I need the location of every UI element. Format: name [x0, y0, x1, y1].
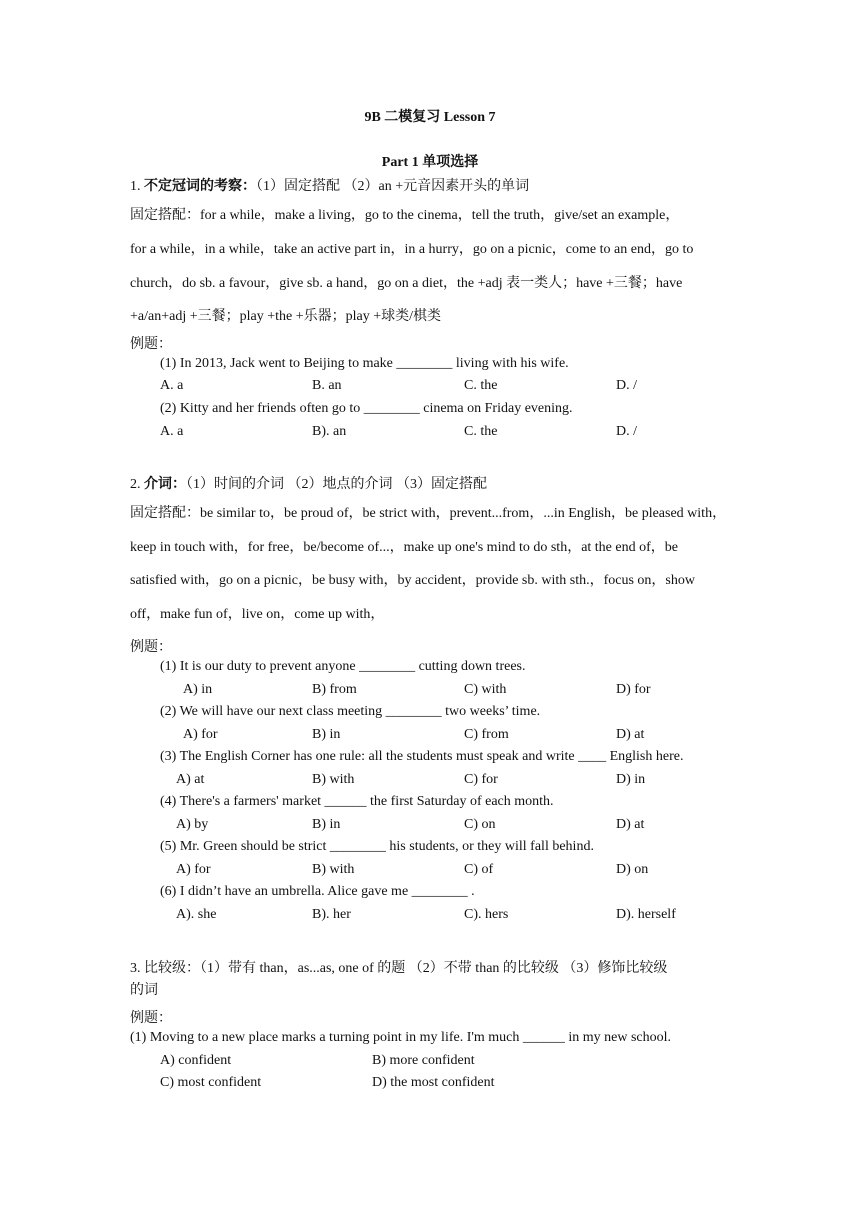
section-2-desc: （1）时间的介词 （2）地点的介词 （3）固定搭配	[186, 477, 487, 492]
option-b: B) with	[312, 772, 355, 787]
option-a: A) confident	[160, 1053, 232, 1068]
section-2-line: 固定搭配：be similar to，be proud of，be strict with，prevent...from，...in English，be pleased with，	[130, 506, 727, 521]
option-b: B) from	[312, 682, 357, 697]
section-2-heading	[130, 473, 487, 493]
example-label: 例题：	[130, 1011, 172, 1026]
question-stem: (1) It is our duty to prevent anyone ________ cutting down trees.	[160, 659, 526, 674]
page-title: 9B 二模复习 Lesson 7	[364, 110, 496, 125]
question-stem: (3) The English Corner has one rule: all the students must speak and write ____ English here.	[160, 749, 684, 764]
option-d: D) on	[616, 862, 649, 877]
option-d: D) at	[616, 727, 645, 742]
option-b: B) in	[312, 727, 341, 742]
option-d: D) for	[616, 682, 651, 697]
option-a: A). she	[176, 907, 217, 922]
question-stem: (1) Moving to a new place marks a turning point in my life. I'm much ______ in my new school.	[130, 1030, 672, 1045]
option-d: D). herself	[616, 907, 676, 922]
option-b: B). an	[312, 424, 347, 439]
option-a: A. a	[160, 424, 184, 439]
option-b: B) in	[312, 817, 341, 832]
section-1-line: 固定搭配：for a while，make a living，go to the cinema，tell the truth，give/set an example，	[130, 208, 680, 223]
option-c: C) of	[464, 862, 494, 877]
option-a: A) in	[183, 682, 213, 697]
option-c: C. the	[464, 378, 498, 393]
option-c: C) on	[464, 817, 496, 832]
option-a: A) for	[183, 727, 218, 742]
section-1-topic: 不定冠词的考察：	[144, 179, 256, 194]
section-1-line: for a while，in a while，take an active part in，in a hurry，go on a picnic，come to an end，go to	[130, 242, 694, 257]
option-d: D) the most confident	[372, 1075, 495, 1090]
option-d: D) at	[616, 817, 645, 832]
section-1-line: church，do sb. a favour，give sb. a hand，go on a diet，the +adj 表一类人；have +三餐；have	[130, 276, 683, 291]
section-2-topic: 介词：	[144, 477, 186, 492]
example-label: 例题：	[130, 640, 172, 655]
option-b: B. an	[312, 378, 342, 393]
question-stem: (1) In 2013, Jack went to Beijing to make ________ living with his wife.	[160, 356, 569, 371]
question-stem: (6) I didn’t have an umbrella. Alice gave me ________ .	[160, 884, 475, 899]
section-3-heading: 3. 比较级：（1）带有 than，as...as, one of 的题 （2）不带 than 的比较级 （3）修饰比较级	[130, 961, 668, 976]
option-a: A) by	[176, 817, 209, 832]
section-1-line: +a/an+adj +三餐；play +the +乐器；play +球类/棋类	[130, 309, 441, 324]
example-label: 例题：	[130, 337, 172, 352]
option-c: C) most confident	[160, 1075, 262, 1090]
section-2-line: keep in touch with，for free，be/become of...，make up one's mind to do sth，at the end of，be	[130, 540, 678, 555]
option-a: A) at	[176, 772, 205, 787]
option-d: D) in	[616, 772, 646, 787]
option-b: B) with	[312, 862, 355, 877]
section-1-number: 1.	[130, 179, 141, 194]
option-b: B) more confident	[372, 1053, 475, 1068]
option-d: D. /	[616, 424, 637, 439]
section-1-desc: （1）固定搭配 （2）an +元音因素开头的单词	[256, 179, 530, 194]
question-stem: (2) Kitty and her friends often go to ________ cinema on Friday evening.	[160, 401, 573, 416]
section-2-number: 2.	[130, 477, 141, 492]
option-a: A. a	[160, 378, 184, 393]
question-stem: (5) Mr. Green should be strict ________ his students, or they will fall behind.	[160, 839, 594, 854]
question-stem: (2) We will have our next class meeting ________ two weeks’ time.	[160, 704, 541, 719]
option-c: C). hers	[464, 907, 509, 922]
option-b: B). her	[312, 907, 351, 922]
section-3-heading-cont: 的词	[130, 983, 158, 998]
option-a: A) for	[176, 862, 211, 877]
part-heading: Part 1 单项选择	[381, 155, 479, 170]
section-2-line: off，make fun of，live on，come up with，	[130, 607, 385, 622]
option-c: C) for	[464, 772, 498, 787]
question-stem: (4) There's a farmers' market ______ the first Saturday of each month.	[160, 794, 554, 809]
option-c: C) from	[464, 727, 509, 742]
option-c: C. the	[464, 424, 498, 439]
section-2-line: satisfied with，go on a picnic，be busy with，by accident，provide sb. with sth.，focus on，show	[130, 573, 695, 588]
option-d: D. /	[616, 378, 637, 393]
option-c: C) with	[464, 682, 507, 697]
section-1-heading	[130, 175, 529, 195]
